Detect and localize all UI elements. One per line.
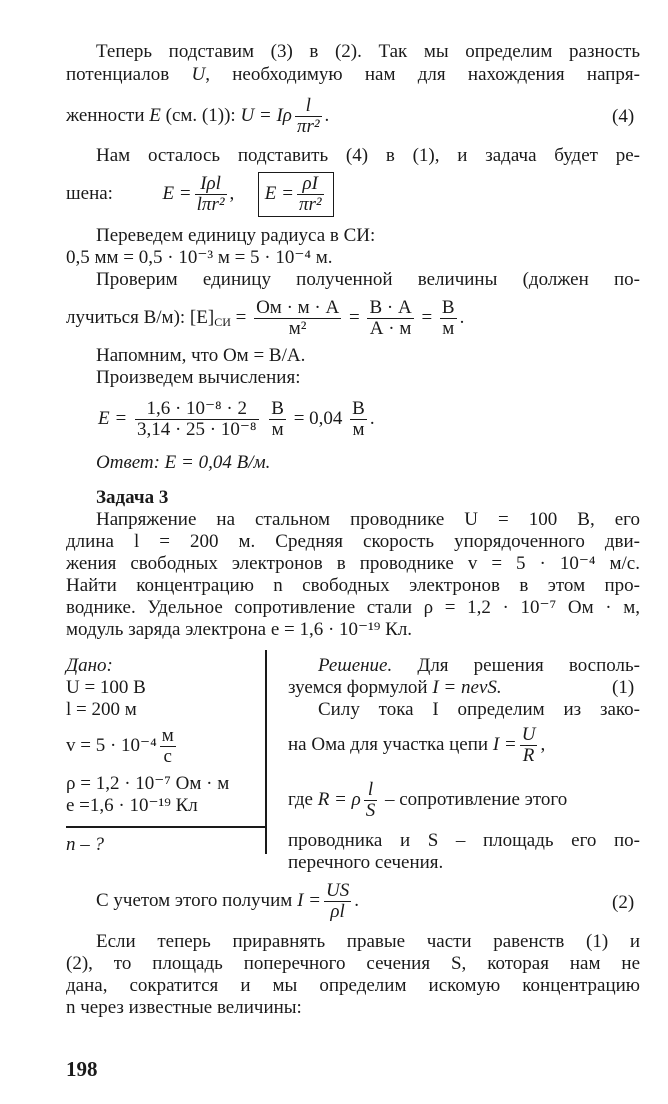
page-number: 198: [66, 1057, 98, 1081]
text-line: Произведем вычисления:: [96, 367, 301, 388]
text-line: n через известные величины:: [66, 997, 302, 1018]
text-line: 0,5 мм = 0,5 · 10⁻³ м = 5 · 10⁻⁴ м.: [66, 247, 333, 268]
solution-line: проводника и S – площадь его по-: [288, 830, 640, 851]
given-divider: [66, 826, 266, 828]
formula-line: шена: E = $\frac{\text{Iρl}}{\text{lπr²}}$ , E = $\frac{\rho I}{\text{πr²}}$: [66, 172, 334, 217]
task-title: Задача 3: [96, 487, 169, 508]
text-line: модуль заряда электрона e = 1,6 · 10⁻¹⁹ Кл.: [66, 619, 413, 640]
given-rho: ρ = 1,2 · 10⁻⁷ Ом · м: [66, 773, 230, 794]
text-line: длина l = 200 м. Средняя скорость упорядоченного дви-: [66, 531, 640, 552]
equation-number: (2): [612, 892, 635, 913]
equation-number: (4): [612, 106, 635, 127]
text-line: жения свободных электронов в проводнике v = 5 · 10⁻⁴ м/с.: [66, 553, 640, 574]
given-e: e =1,6 · 10⁻¹⁹ Кл: [66, 795, 198, 816]
text-line: (2), то площадь поперечного сечения S, которая нам не: [66, 953, 640, 974]
text-line: потенциалов U, необходимую нам для нахождения напря-: [66, 64, 640, 85]
text-line: Теперь подставим (3) в (2). Так мы определим разность: [96, 41, 640, 62]
formula-line-4: женности E (см. (1)): U = Iρ $\frac{l}{\text{πr²}}$ .: [66, 95, 330, 137]
formula-line: лучиться В/м): $[E]_{СИ}$ = $\frac{Ом \cdot м \cdot А}{\text{м²}}$ = $\frac{В \cdot А}{А \cdot м}$ = $\frac{В}{м}$ .: [66, 297, 465, 339]
solution-line: где R = ρ $\frac{l}{S}$ – сопротивление этого: [288, 779, 568, 821]
given-u: U = 100 В: [66, 677, 146, 698]
text-line: Переведем единицу радиуса в СИ:: [96, 225, 376, 246]
text-line: дана, сократится и мы определим искомую концентрацию: [66, 975, 640, 996]
text-line: Если теперь приравнять правые части равенств (1) и: [96, 931, 640, 952]
calculation-formula: E = $\frac{\text{1,6 · 10⁻⁸ · 2}}{\text{3,14 · 25 · 10⁻⁸}}$ $\frac{В}{м}$ = 0,04 $\frac{В}{м}$ .: [98, 398, 375, 440]
text-line: Напряжение на стальном проводнике U = 100 В, его: [96, 509, 640, 530]
answer-line: Ответ: E = 0,04 В/м.: [96, 452, 271, 473]
text-line: воднике. Удельное сопротивление стали ρ = 1,2 · 10⁻⁷ Ом · м,: [66, 597, 640, 618]
given-separator: [265, 650, 267, 854]
solution-line: на Ома для участка цепи I = $\frac{U}{R}$ ,: [288, 724, 546, 766]
solution-line: зуемся формулой I = nevS.: [288, 677, 502, 698]
text-line: Нам осталось подставить (4) в (1), и задача будет ре-: [96, 145, 640, 166]
text-line: Найти концентрацию n свободных электронов в этом про-: [66, 575, 640, 596]
text-line: Напомним, что Ом = В/А.: [96, 345, 306, 366]
formula-line-2: С учетом этого получим I = $\frac{US}{\rho l}$ .: [96, 880, 359, 922]
boxed-formula: E = $\frac{\rho I}{\text{πr²}}$: [258, 172, 334, 217]
text-line: Проверим единицу полученной величины (должен по-: [96, 269, 640, 290]
solution-line: Решение. Для решения восполь-: [318, 655, 640, 676]
given-l: l = 200 м: [66, 699, 137, 720]
solution-line: Силу тока I определим из зако-: [318, 699, 640, 720]
given-find: n – ?: [66, 834, 104, 855]
solution-line: перечного сечения.: [288, 852, 444, 873]
given-title: Дано:: [66, 655, 113, 676]
given-v: v = 5 · 10⁻⁴ $\frac{м}{с}$: [66, 725, 174, 767]
equation-number: (1): [612, 677, 635, 698]
